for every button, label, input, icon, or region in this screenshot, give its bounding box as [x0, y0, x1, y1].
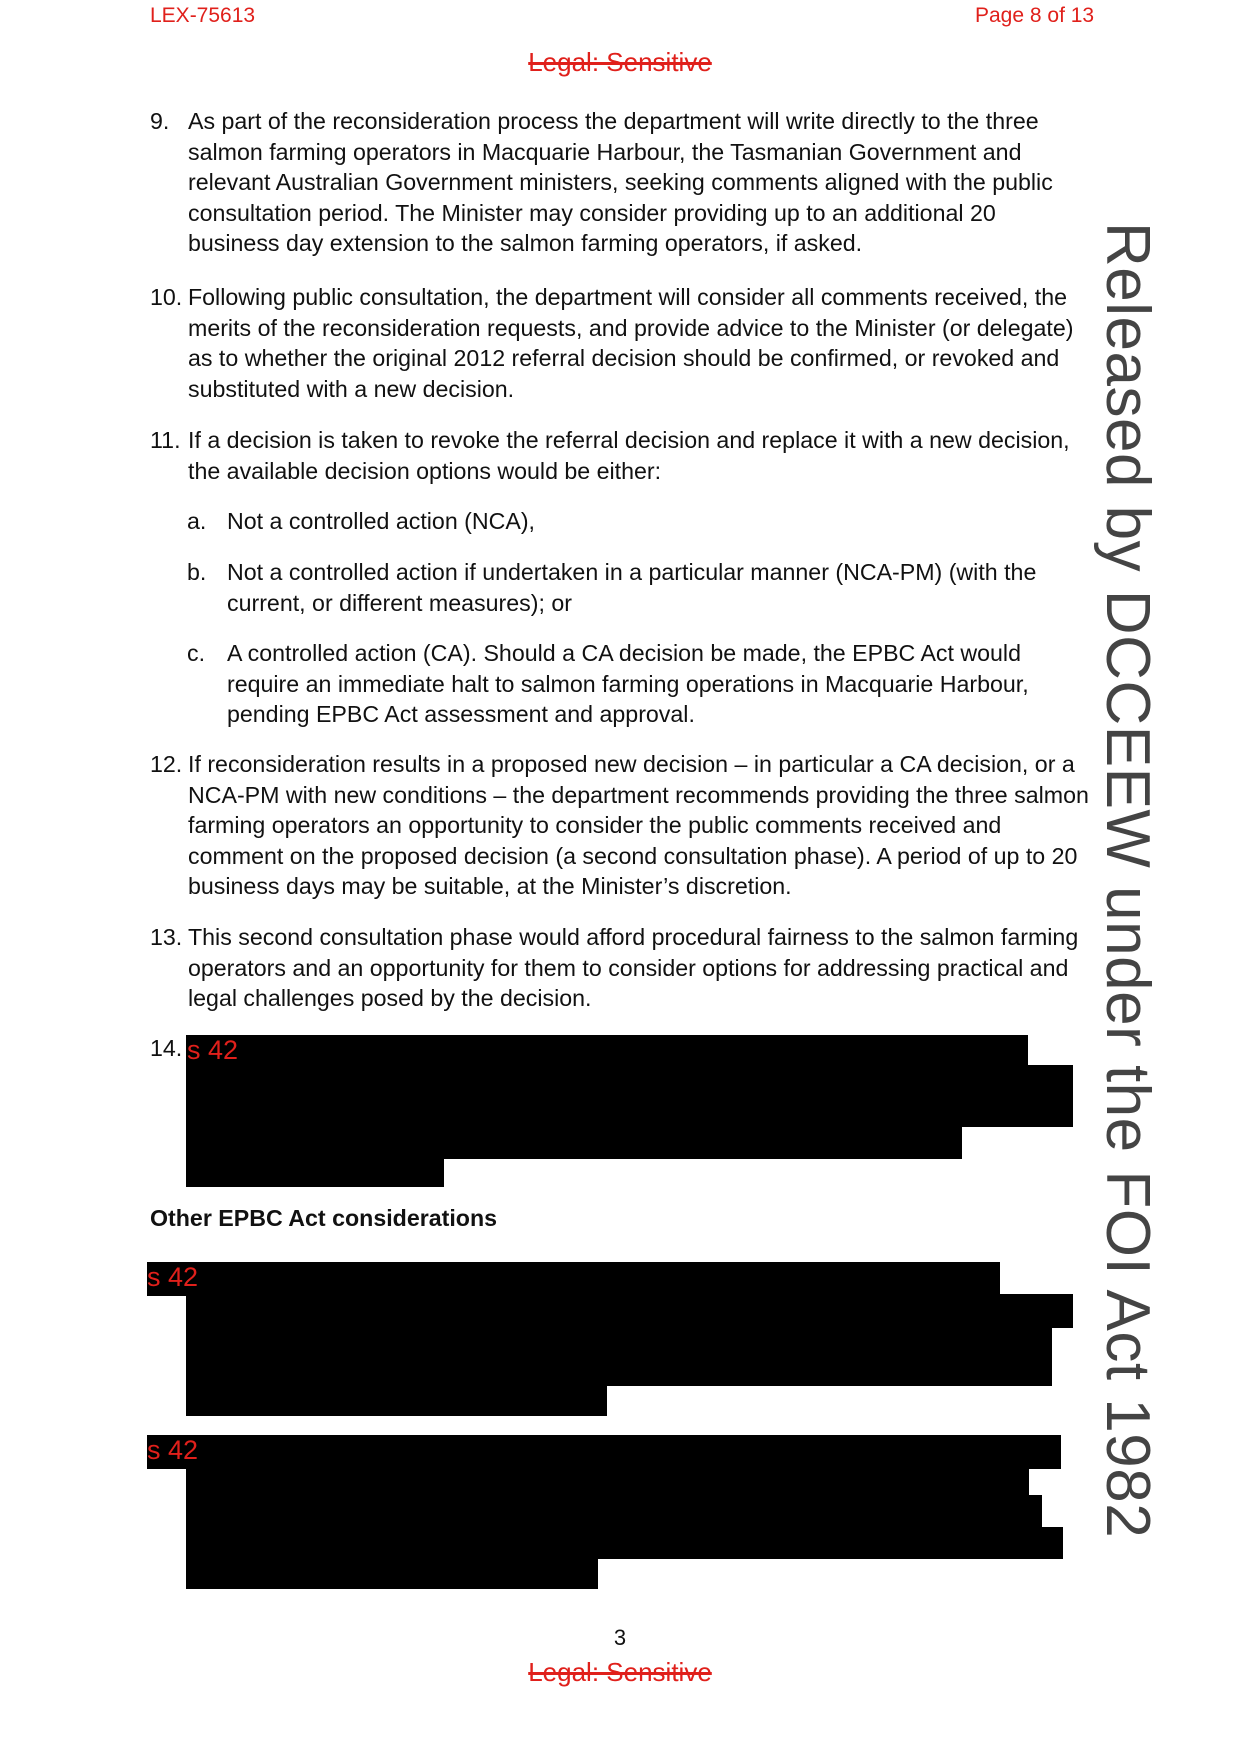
foi-release-watermark: Released by DCCEEW under the FOI Act 1982 — [1093, 222, 1162, 1539]
classification-marking-bottom: Legal: Sensitive — [528, 1657, 712, 1687]
paragraph-text: If reconsideration results in a proposed new decision – in particular a CA decision, or a NCA-PM with new conditions – the department recommends providing the three salmon farming operators an opportunity to consider the public comments received and comment on the proposed decision (a second consultation phase). A period of up to 20 business days may be suitable, at the Minister’s discretion. — [188, 751, 1089, 899]
page-number: 3 — [613, 1625, 627, 1650]
option-text: Not a controlled action if undertaken in a particular manner (NCA-PM) (with the current, or different measures); or — [227, 559, 1037, 616]
paragraph-number: 12. — [150, 751, 183, 777]
paragraph-text: As part of the reconsideration process the department will write directly to the three salmon farming operators in Macquarie Harbour, the Tasmanian Government and relevant Australian Government ministers, seeking comments aligned with the public consultation period. The Minister may consider providing up to an additional 20 business day extension to the salmon farming operators, if asked. — [188, 108, 1053, 256]
redaction-exemption-label: s 42 — [147, 1262, 199, 1292]
section-heading: Other EPBC Act considerations — [150, 1205, 498, 1231]
paragraph-number: 9. — [150, 108, 170, 134]
document-reference-id: LEX-75613 — [150, 4, 256, 27]
option-letter: c. — [187, 640, 206, 666]
redaction-exemption-label: s 42 — [187, 1035, 239, 1065]
option-letter: a. — [187, 508, 207, 534]
paragraph-13 — [150, 922, 1090, 1014]
paragraph-text: If a decision is taken to revoke the referral decision and replace it with a new decision, the available decision options would be either: — [188, 427, 1070, 484]
option-c — [187, 638, 1087, 730]
option-a — [187, 506, 1087, 537]
paragraph-10 — [150, 282, 1090, 404]
paragraph-number: 13. — [150, 924, 183, 950]
classification-marking-top: Legal: Sensitive — [528, 47, 712, 77]
option-letter: b. — [187, 559, 207, 585]
paragraph-text: Following public consultation, the department will consider all comments received, the merits of the reconsideration requests, and provide advice to the Minister (or delegate) as to whether the original 2012 referral decision should be confirmed, or revoked and substituted with a new decision. — [188, 284, 1074, 402]
paragraph-number: 10. — [150, 284, 183, 310]
paragraph-11 — [150, 425, 1090, 486]
paragraph-text: This second consultation phase would afford procedural fairness to the salmon farming operators and an opportunity for them to consider options for addressing practical and legal challenges posed by the decision. — [188, 924, 1079, 1011]
paragraph-9 — [150, 106, 1090, 259]
page-count: Page 8 of 13 — [975, 4, 1095, 27]
paragraph-number: 14. — [150, 1035, 183, 1061]
paragraph-12 — [150, 749, 1090, 902]
redaction-exemption-label: s 42 — [147, 1435, 199, 1465]
option-b — [187, 557, 1087, 618]
paragraph-number: 11. — [150, 427, 181, 453]
option-text: A controlled action (CA). Should a CA decision be made, the EPBC Act would require an immediate halt to salmon farming operations in Macquarie Harbour, pending EPBC Act assessment and approval. — [227, 640, 1029, 727]
option-text: Not a controlled action (NCA), — [227, 508, 536, 534]
